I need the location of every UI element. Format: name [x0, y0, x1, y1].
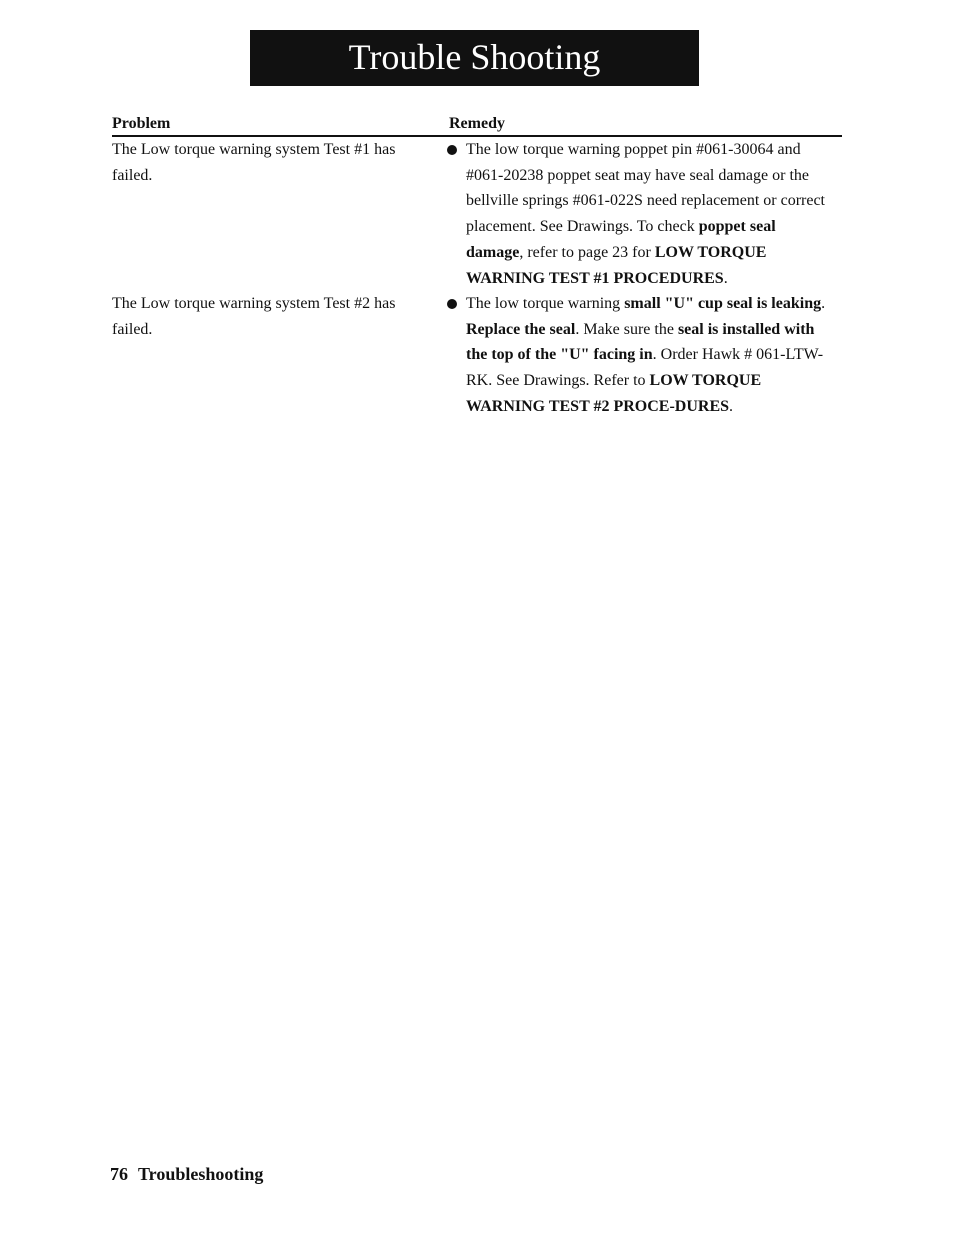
remedy-segment-bold: poppet seal damage — [466, 218, 776, 261]
remedy-segment: . Make sure the — [575, 320, 678, 338]
table-header — [112, 114, 842, 137]
problem-cell: The Low torque warning system Test #2 has failed. — [112, 295, 396, 338]
remedy-segment: . Order Hawk # 061-LTW-RK. See Drawings. Refer to — [466, 346, 824, 390]
footer-section-title: Troubleshooting — [138, 1164, 264, 1184]
remedy-segment-bold: seal is installed with the top of the "U" facing in — [466, 320, 815, 364]
remedy-segment: . — [723, 269, 728, 287]
remedy-segment-bold: small "U" cup seal is leaking — [624, 295, 822, 312]
remedy-segment: , refer to page 23 for — [519, 243, 655, 261]
remedy-segment: . — [729, 397, 734, 415]
page-footer — [110, 1164, 263, 1185]
remedy-segment: The low torque warning — [466, 295, 625, 312]
bullet-icon — [447, 145, 457, 155]
problem-cell: The Low torque warning system Test #1 has failed. — [112, 141, 396, 184]
remedy-segment: . — [821, 295, 826, 312]
remedy-segment: The low torque warning poppet pin #061-30064 and #061-20238 poppet seat may have seal damage or the bellville springs #061-022S need replacement or correct placement. See Drawings. To check — [466, 141, 825, 236]
remedy-cell — [466, 291, 836, 420]
remedy-segment-bold: LOW TORQUE WARNING TEST #2 PROCE-DURES — [466, 372, 762, 415]
column-header-problem: Problem — [112, 115, 171, 132]
remedy-segment-bold: Replace the seal — [466, 320, 576, 338]
column-header-remedy: Remedy — [449, 115, 505, 132]
page-title: Trouble Shooting — [250, 30, 699, 86]
bullet-icon — [447, 299, 457, 309]
page-number: 76 — [110, 1164, 128, 1184]
remedy-segment-bold: LOW TORQUE WARNING TEST #1 PROCEDURES — [466, 243, 767, 287]
remedy-cell — [466, 137, 836, 291]
